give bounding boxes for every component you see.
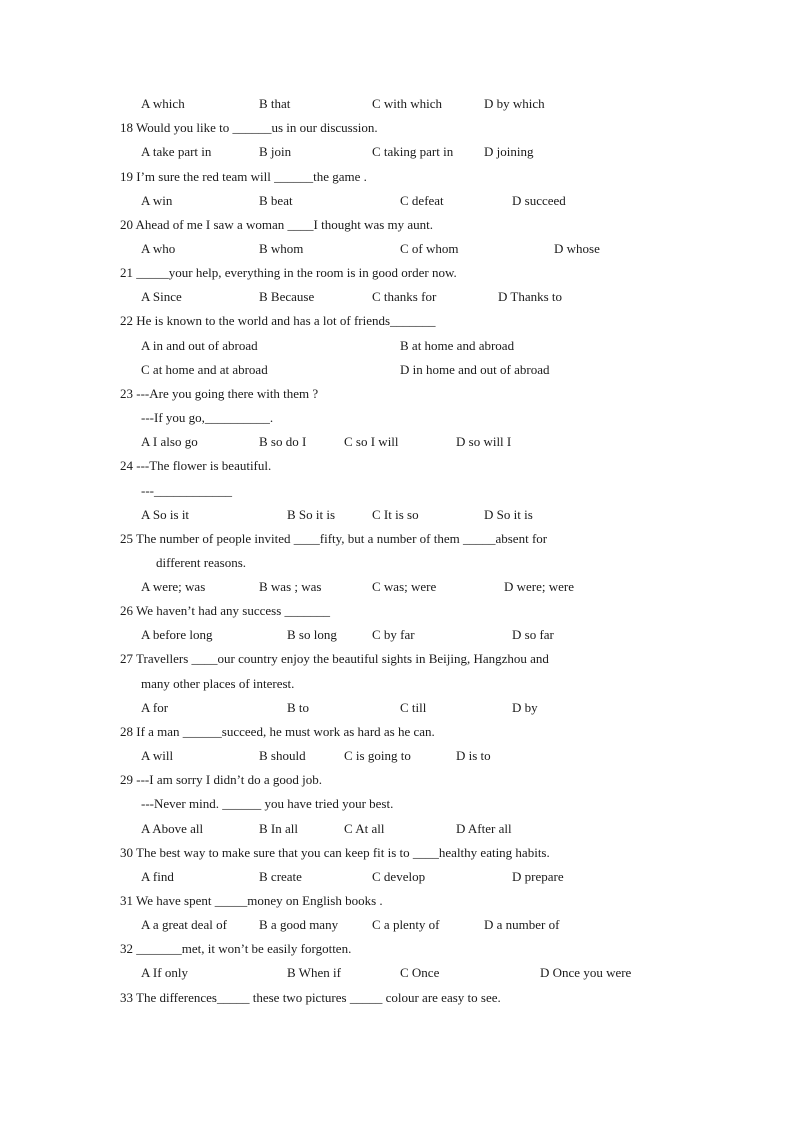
q19-option-c: C defeat [400, 193, 444, 208]
q17-option-c: C with which [372, 96, 443, 111]
q26-option-b: B so long [287, 627, 337, 642]
q27-line2: many other places of interest. [141, 676, 295, 691]
q30-option-d: D prepare [512, 869, 564, 884]
q25-option-a: A were; was [141, 579, 206, 594]
q29-option-a: A Above all [141, 821, 204, 836]
q25-stem: 25 The number of people invited ____fifty, but a number of them _____absent for [120, 531, 548, 546]
q23-option-b: B so do I [259, 434, 307, 449]
q25-option-c: C was; were [372, 579, 437, 594]
q18-stem: 18 Would you like to ______us in our discussion. [120, 120, 378, 135]
q18-option-a: A take part in [141, 144, 212, 159]
q22-option-a: A in and out of abroad [141, 338, 258, 353]
q30-option-c: C develop [372, 869, 426, 884]
q32-option-a: A If only [141, 965, 188, 980]
q26-option-a: A before long [141, 627, 213, 642]
q18-option-c: C taking part in [372, 144, 454, 159]
q22-option-c: C at home and at abroad [141, 362, 268, 377]
q19-option-b: B beat [259, 193, 293, 208]
q27-option-d: D by [512, 700, 538, 715]
q19-option-a: A win [141, 193, 173, 208]
q29-option-d: D After all [456, 821, 512, 836]
q31-stem: 31 We have spent _____money on English books . [120, 893, 383, 908]
q32-stem: 32 _______met, it won’t be easily forgotten. [120, 941, 352, 956]
q25-option-b: B was ; was [259, 579, 322, 594]
q24-option-c: C It is so [372, 507, 419, 522]
q17-option-a: A which [141, 96, 185, 111]
q24-option-a: A So is it [141, 507, 190, 522]
q19-stem: 19 I’m sure the red team will ______the game . [120, 169, 367, 184]
q27-option-c: C till [400, 700, 427, 715]
q24-option-b: B So it is [287, 507, 336, 522]
q26-option-d: D so far [512, 627, 554, 642]
q21-option-c: C thanks for [372, 289, 437, 304]
q21-option-b: B Because [259, 289, 315, 304]
q22-stem: 22 He is known to the world and has a lot of friends_______ [120, 313, 436, 328]
q24-line2: ---____________ [141, 483, 232, 498]
q28-option-b: B should [259, 748, 306, 763]
q22-option-b: B at home and abroad [400, 338, 515, 353]
q28-stem: 28 If a man ______succeed, he must work as hard as he can. [120, 724, 435, 739]
q25-line2: different reasons. [156, 555, 247, 570]
q23-option-c: C so I will [344, 434, 399, 449]
q17-option-d: D by which [484, 96, 545, 111]
q29-option-c: C At all [344, 821, 385, 836]
q25-option-d: D were; were [504, 579, 575, 594]
q27-option-a: A for [141, 700, 169, 715]
q30-option-a: A find [141, 869, 174, 884]
q31-option-b: B a good many [259, 917, 339, 932]
q32-option-b: B When if [287, 965, 341, 980]
q20-stem: 20 Ahead of me I saw a woman ____I thought was my aunt. [120, 217, 434, 232]
q21-option-a: A Since [141, 289, 182, 304]
q28-option-d: D is to [456, 748, 491, 763]
q32-option-d: D Once you were [540, 965, 632, 980]
q31-option-a: A a great deal of [141, 917, 227, 932]
q20-option-b: B whom [259, 241, 304, 256]
q18-option-b: B join [259, 144, 292, 159]
q21-option-d: D Thanks to [498, 289, 563, 304]
q29-option-b: B In all [259, 821, 298, 836]
q28-option-c: C is going to [344, 748, 411, 763]
q20-option-a: A who [141, 241, 176, 256]
q23-line2: ---If you go,__________. [141, 410, 274, 425]
q20-option-d: D whose [554, 241, 600, 256]
q21-stem: 21 _____your help, everything in the room is in good order now. [120, 265, 457, 280]
q30-option-b: B create [259, 869, 302, 884]
q29-line2: ---Never mind. ______ you have tried your best. [141, 796, 394, 811]
q20-option-c: C of whom [400, 241, 459, 256]
q17-option-b: B that [259, 96, 291, 111]
q31-option-d: D a number of [484, 917, 560, 932]
q19-option-d: D succeed [512, 193, 566, 208]
q23-stem: 23 ---Are you going there with them ? [120, 386, 319, 401]
q26-stem: 26 We haven’t had any success _______ [120, 603, 331, 618]
q30-stem: 30 The best way to make sure that you can keep fit is to ____healthy eating habits. [120, 845, 550, 860]
q18-option-d: D joining [484, 144, 534, 159]
q23-option-d: D so will I [456, 434, 512, 449]
q29-stem: 29 ---I am sorry I didn’t do a good job. [120, 772, 322, 787]
q27-stem: 27 Travellers ____our country enjoy the beautiful sights in Beijing, Hangzhou and [120, 651, 549, 666]
q26-option-c: C by far [372, 627, 415, 642]
q27-option-b: B to [287, 700, 310, 715]
q23-option-a: A I also go [141, 434, 198, 449]
q22-option-d: D in home and out of abroad [400, 362, 550, 377]
q32-option-c: C Once [400, 965, 440, 980]
q31-option-c: C a plenty of [372, 917, 440, 932]
q28-option-a: A will [141, 748, 174, 763]
q24-stem: 24 ---The flower is beautiful. [120, 458, 272, 473]
q24-option-d: D So it is [484, 507, 533, 522]
q33-stem: 33 The differences_____ these two pictures _____ colour are easy to see. [120, 990, 501, 1005]
